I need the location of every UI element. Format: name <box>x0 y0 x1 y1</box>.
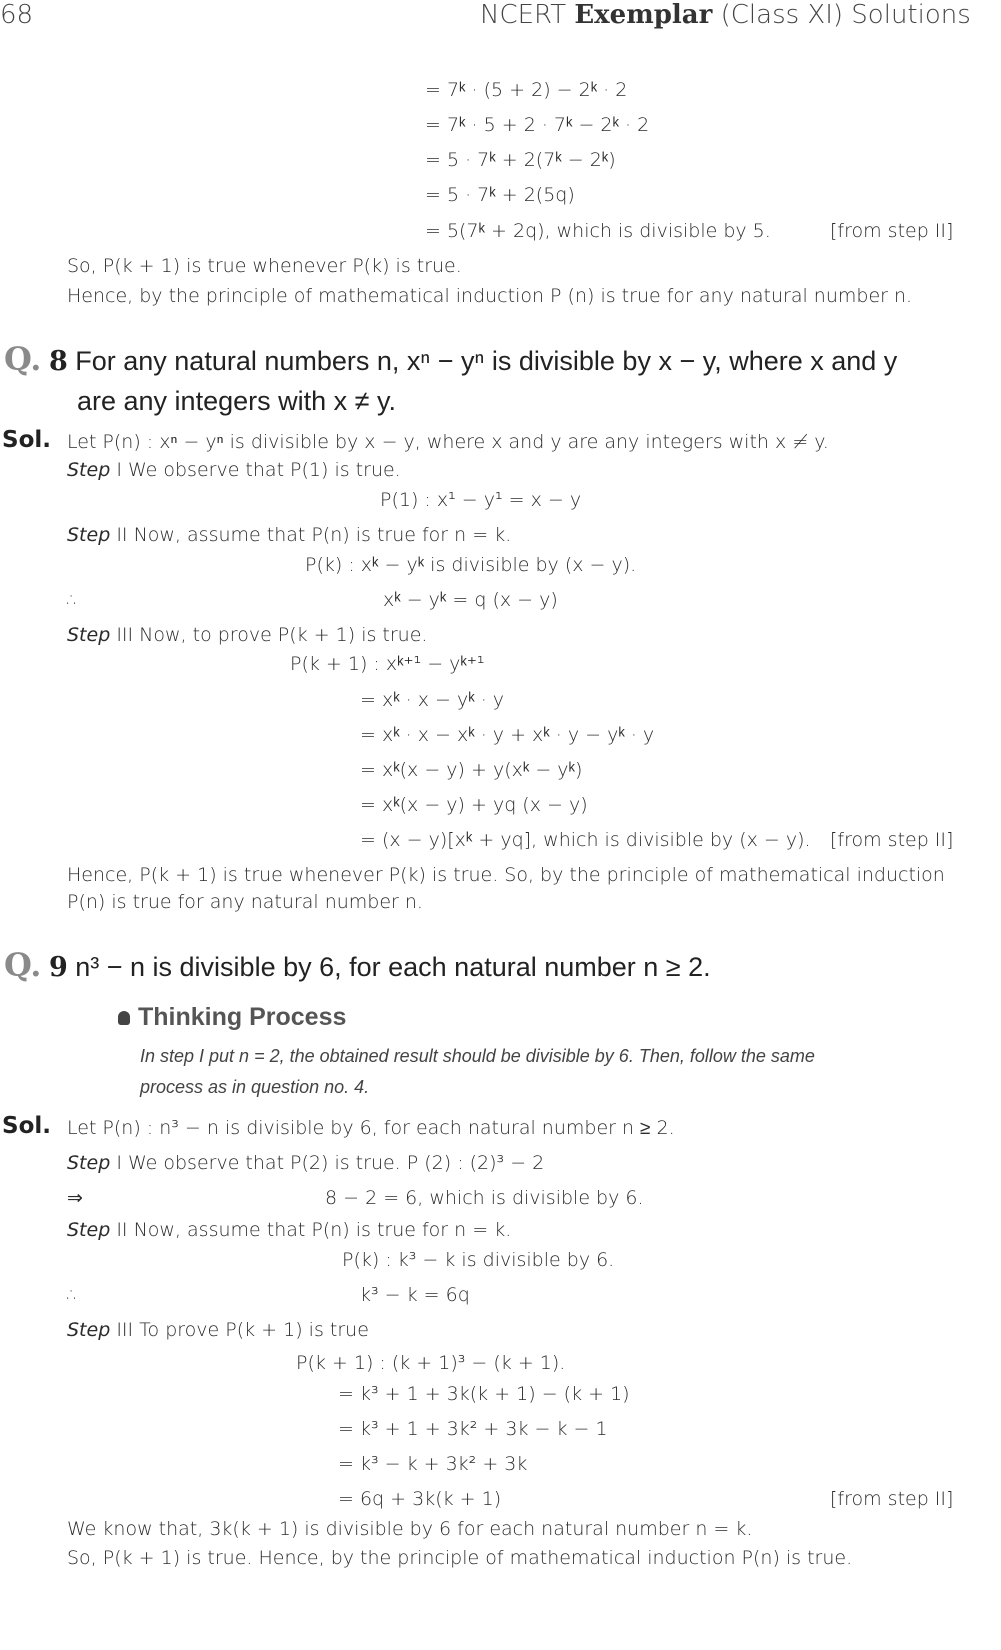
q9-sol-label: Sol. <box>2 1113 51 1139</box>
therefore-symbol: ∴ <box>67 589 80 611</box>
q9-step1-eq: 8 − 2 = 6, which is divisible by 6. <box>325 1187 644 1209</box>
q8-conclusion-l1: Hence, P(k + 1) is true whenever P(k) is true. So, by the principle of mathematical induction <box>67 864 945 886</box>
q8-conclusion-l2: P(n) is true for any natural number n. <box>67 891 423 913</box>
step-num: III <box>116 1319 134 1341</box>
q8-pk: P(k) : xᵏ − yᵏ is divisible by (x − y). <box>305 554 637 576</box>
step-text: We observe that P(1) is true. <box>127 459 401 481</box>
q9-question <box>4 948 711 985</box>
q9-line-3: = k³ − k + 3k² + 3k <box>338 1453 528 1475</box>
step-label: Step <box>67 1319 111 1341</box>
thinking-title: Thinking Process <box>138 1003 347 1031</box>
thinking-process-title <box>118 1003 346 1032</box>
q7-line-3: = 5 · 7ᵏ + 2(7ᵏ − 2ᵏ) <box>425 149 616 171</box>
q9-ref: [from step II] <box>830 1488 954 1510</box>
q9-question-text: n³ − n is divisible by 6, for each natural number n ≥ 2. <box>75 952 711 982</box>
page-number: 68 <box>0 0 34 30</box>
step-label: Step <box>67 1219 111 1241</box>
q8-intro: Let P(n) : xⁿ − yⁿ is divisible by x − y, where x and y are any integers with x ≠ y. <box>67 431 829 453</box>
q9-pk: P(k) : k³ − k is divisible by 6. <box>342 1249 615 1271</box>
thinking-l1: In step I put n = 2, the obtained result should be divisible by 6. Then, follow the same <box>140 1046 815 1066</box>
step-text: Now, assume that P(n) is true for n = k. <box>133 524 512 546</box>
q7-line-2: = 7ᵏ · 5 + 2 · 7ᵏ − 2ᵏ · 2 <box>425 114 650 136</box>
q9-know: We know that, 3k(k + 1) is divisible by 6 for each natural number n = k. <box>67 1518 753 1540</box>
q9-step3 <box>67 1318 369 1342</box>
q8-mark: Q. <box>4 340 42 378</box>
q8-line-4: = xᵏ(x − y) + yq (x − y) <box>360 794 588 816</box>
header-post: (Class XI) Solutions <box>712 0 971 30</box>
q7-so: So, P(k + 1) is true whenever P(k) is true. <box>67 255 462 277</box>
step-num: I <box>116 459 122 481</box>
thinking-l2: process as in question no. 4. <box>140 1077 370 1097</box>
q8-p1: P(1) : x¹ − y¹ = x − y <box>380 489 582 511</box>
q9-line-4: = 6q + 3k(k + 1) <box>338 1488 502 1510</box>
q7-line-5: = 5(7ᵏ + 2q), which is divisible by 5. <box>425 220 771 242</box>
q9-step2 <box>67 1218 511 1242</box>
step-num: I <box>116 1152 122 1174</box>
q8-ref: [from step II] <box>830 829 954 851</box>
q8-pk1: P(k + 1) : xᵏ⁺¹ − yᵏ⁺¹ <box>290 653 485 675</box>
therefore-symbol: ∴ <box>67 1284 80 1306</box>
q7-hence: Hence, by the principle of mathematical induction P (n) is true for any natural number n. <box>67 285 913 307</box>
q9-pk-eq: k³ − k = 6q <box>360 1284 470 1306</box>
q9-conclusion: So, P(k + 1) is true. Hence, by the principle of mathematical induction P(n) is true. <box>67 1547 853 1569</box>
step-label: Step <box>67 1152 111 1174</box>
q9-line-1: = k³ + 1 + 3k(k + 1) − (k + 1) <box>338 1383 630 1405</box>
q7-line-1: = 7ᵏ · (5 + 2) − 2ᵏ · 2 <box>425 79 628 101</box>
step-num: III <box>116 624 134 646</box>
header-pre: NCERT <box>480 0 575 30</box>
step-num: II <box>116 524 128 546</box>
q9-intro: Let P(n) : n³ − n is divisible by 6, for each natural number n ≥ 2. <box>67 1117 675 1139</box>
step-num: II <box>116 1219 128 1241</box>
running-header <box>480 0 971 30</box>
step-label: Step <box>67 524 111 546</box>
q7-line-4: = 5 · 7ᵏ + 2(5q) <box>425 184 575 206</box>
implies-symbol: ⇒ <box>67 1187 83 1209</box>
q8-number: 8 <box>48 346 68 377</box>
q8-line-5: = (x − y)[xᵏ + yq], which is divisible by (x − y). <box>360 829 811 851</box>
q8-question-l2: are any integers with x ≠ y. <box>77 386 396 416</box>
step-label: Step <box>67 624 111 646</box>
step-text: Now, to prove P(k + 1) is true. <box>139 624 428 646</box>
q9-number: 9 <box>48 952 68 983</box>
q8-line-2: = xᵏ · x − xᵏ · y + xᵏ · y − yᵏ · y <box>360 724 655 746</box>
q9-step1 <box>67 1151 544 1175</box>
step-text: Now, assume that P(n) is true for n = k. <box>133 1219 512 1241</box>
q8-line-3: = xᵏ(x − y) + y(xᵏ − yᵏ) <box>360 759 583 781</box>
q7-ref: [from step II] <box>830 220 954 242</box>
step-text: To prove P(k + 1) is true <box>139 1319 369 1341</box>
q8-step2 <box>67 523 511 547</box>
q9-pk1: P(k + 1) : (k + 1)³ − (k + 1). <box>296 1352 566 1374</box>
q8-pk-eq: xᵏ − yᵏ = q (x − y) <box>383 589 558 611</box>
q8-line-1: = xᵏ · x − yᵏ · y <box>360 689 505 711</box>
q8-step1 <box>67 458 401 482</box>
q8-question-l1: For any natural numbers n, xⁿ − yⁿ is divisible by x − y, where x and y <box>75 346 898 376</box>
q8-question <box>4 342 897 379</box>
header-brand: Exemplar <box>574 0 713 30</box>
q8-sol-label: Sol. <box>2 427 51 453</box>
step-text: We observe that P(2) is true. P (2) : (2)³ − 2 <box>127 1152 545 1174</box>
lightbulb-icon <box>118 1011 130 1025</box>
q8-step3 <box>67 623 427 647</box>
q9-mark: Q. <box>4 946 42 984</box>
step-label: Step <box>67 459 111 481</box>
q9-line-2: = k³ + 1 + 3k² + 3k − k − 1 <box>338 1418 608 1440</box>
